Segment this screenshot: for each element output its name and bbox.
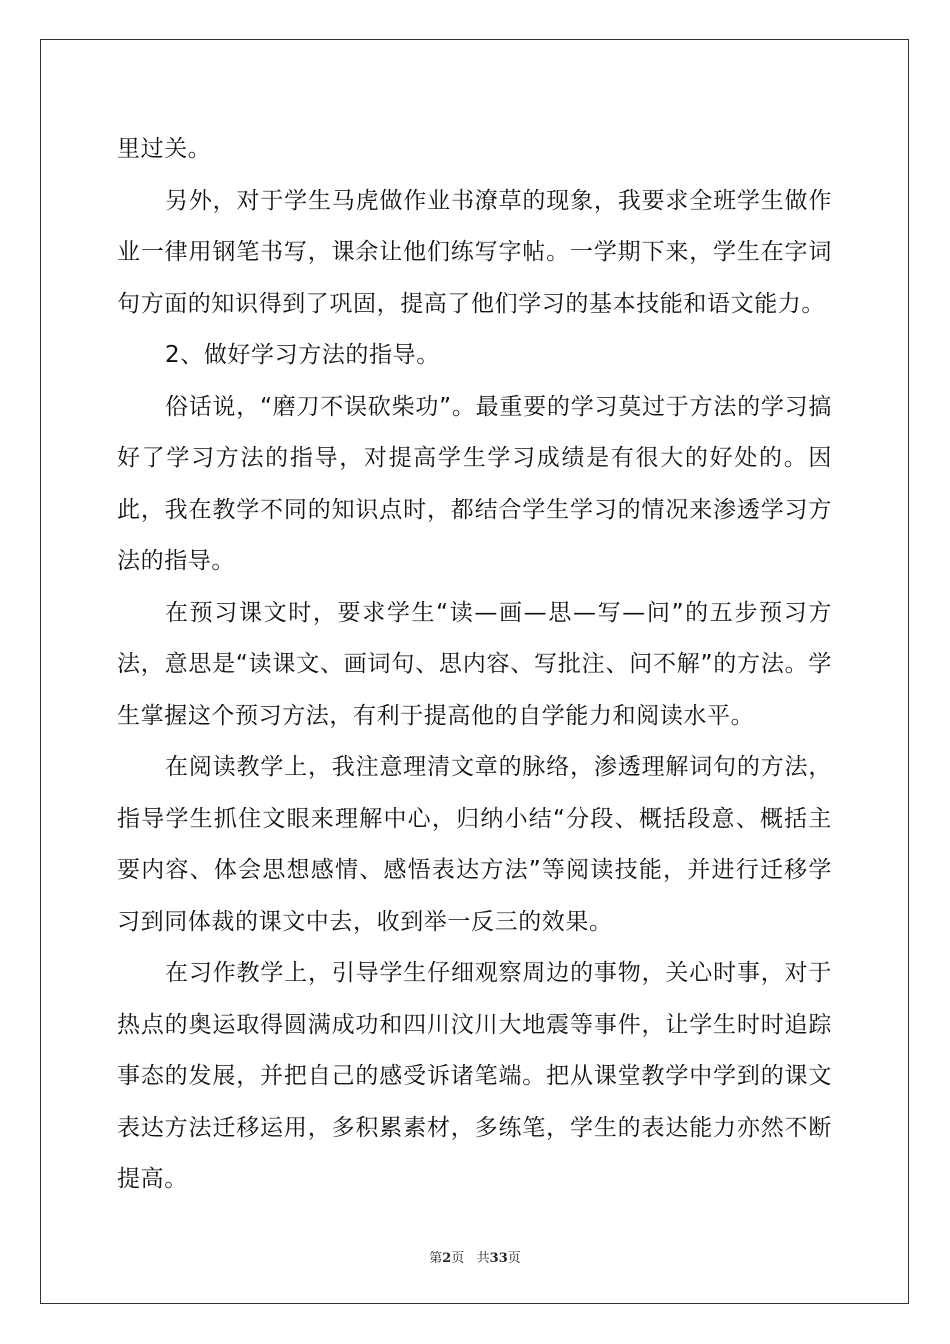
document-body [117,124,832,1206]
footer-suffix: 页 [507,1251,521,1266]
current-page-number: 2 [442,1251,452,1266]
total-page-number: 33 [489,1251,508,1266]
paragraph: 里过关。 [117,136,212,162]
section-heading: 2、做好学习方法的指导。 [165,342,440,368]
footer-mid: 页 共 [451,1251,490,1266]
paragraph: 在阅读教学上，我注意理清文章的脉络，渗透理解词句的方法，指导学生抓住文眼来理解中心，归纳小结“分段、概括段意、概括主要内容、体会思想感情、感悟表达方法”等阅读技能，并进行迁移学习到同体裁的课文中去，收到举一反三的效果。 [117,754,832,935]
paragraph: 在预习课文时，要求学生“读—画—思—写—问”的五步预习方法，意思是“读课文、画词句、思内容、写批注、问不解”的方法。学生掌握这个预习方法，有利于提高他的自学能力和阅读水平。 [117,599,832,729]
paragraph: 另外，对于学生马虎做作业书潦草的现象，我要求全班学生做作业一律用钢笔书写，课余让他们练写字帖。一学期下来，学生在字词句方面的知识得到了巩固，提高了他们学习的基本技能和语文能力。 [117,187,832,317]
paragraph: 在习作教学上，引导学生仔细观察周边的事物，关心时事，对于热点的奥运取得圆满成功和四川汶川大地震等事件，让学生时时追踪事态的发展，并把自己的感受诉诸笔端。把从课堂教学中学到的课文表达方法迁移运用，多积累素材，多练笔，学生的表达能力亦然不断提高。 [117,960,832,1192]
paragraph: 俗话说，“磨刀不误砍柴功”。最重要的学习莫过于方法的学习搞好了学习方法的指导，对提高学生学习成绩是有很大的好处的。因此，我在教学不同的知识点时，都结合学生学习的情况来渗透学习方法的指导。 [117,393,832,574]
page-number-footer [0,1247,950,1266]
footer-prefix: 第 [429,1251,443,1266]
